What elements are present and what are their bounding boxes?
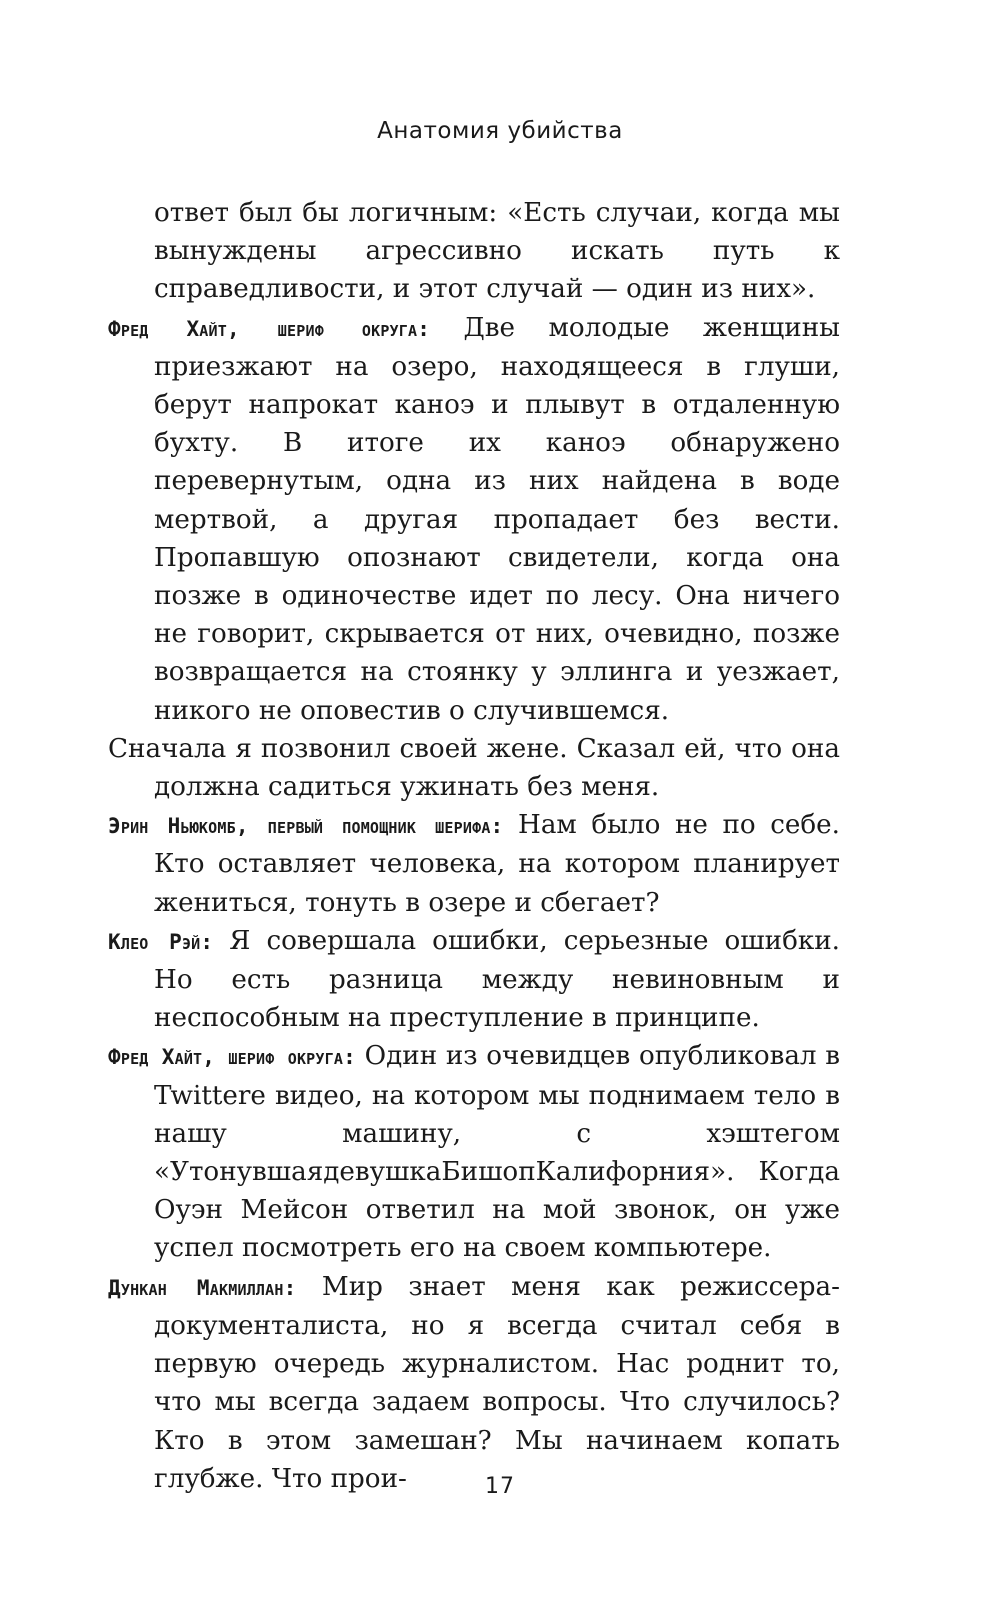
paragraph-text: Мир знает меня как режиссера-документалиста, но я всегда считал себя в первую очередь журналистом. Нас роднит то, что мы всегда задаем вопросы. Что случилось? Кто в этом замешан? Мы начинаем копать глубже. Что прои-	[154, 1271, 840, 1494]
paragraph-text: Один из очевидцев опубликовал в Twittere видео, на котором мы поднимаем тело в нашу машину, с хэштегом «УтонувшаядевушкаБишопКалифорния». Когда Оуэн Мейсон ответил на мой звонок, он уже успел посмотреть его на своем компьютере.	[154, 1041, 841, 1264]
paragraph	[108, 922, 840, 1038]
paragraph-text: Нам было не по себе. Кто оставляет человека, на котором планирует жениться, тонуть в озере и сбегает?	[154, 810, 841, 918]
paragraph-text: Две молодые женщины приезжают на озеро, находящееся в глуши, берут напрокат каноэ и плывут в отдаленную бухту. В итоге их каноэ обнаружено перевернутым, одна из них найдена в воде мертвой, а другая пропадает без вести. Пропавшую опознают свидетели, когда она позже в одиночестве идет по лесу. Она ничего не говорит, скрывается от них, очевидно, позже возвращается на стоянку у эллинга и уезжает, никого не оповестив о случившемся.	[154, 312, 841, 726]
paragraph	[108, 730, 840, 806]
speaker-label: Клео Рэй:	[108, 929, 214, 954]
paragraph	[108, 309, 840, 730]
paragraph-text: Сначала я позвонил своей жене. Сказал ей, что она должна садиться ужинать без меня.	[108, 733, 840, 803]
speaker-label: Фред Хайт, шериф округа:	[108, 1045, 356, 1070]
paragraph-text: ответ был бы логичным: «Есть случаи, когда мы вынуждены агрессивно искать путь к справедливости, и этот случай — один из них».	[154, 198, 840, 305]
paragraph-continuation	[108, 194, 840, 309]
paragraph	[108, 806, 840, 922]
body-text	[108, 194, 840, 1498]
speaker-label: Эрин Ньюкомб, первый помощник шерифа:	[108, 814, 504, 839]
running-head: Анатомия убийства	[377, 118, 623, 144]
paragraph	[108, 1268, 840, 1498]
page-number: 17	[485, 1474, 515, 1499]
paragraph	[108, 1037, 840, 1267]
paragraph-text: Я совершала ошибки, серьезные ошибки. Но есть разница между невиновным и неспособным на преступление в принципе.	[154, 925, 840, 1034]
speaker-label: Фред Хайт, шериф округа:	[108, 316, 431, 341]
speaker-label: Дункан Макмиллан:	[108, 1275, 297, 1300]
